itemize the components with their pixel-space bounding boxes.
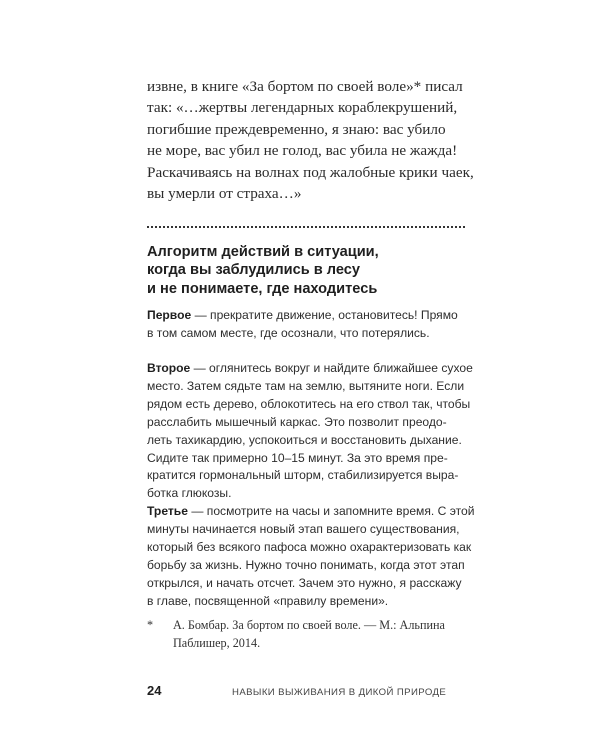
step-line: леть тахикардию, успокоиться и восстановить дыхание. (147, 432, 462, 447)
step-lead: Третье (147, 504, 188, 518)
step-text: — посмотрите на часы и запомните время. С этой (187, 504, 475, 518)
running-title: НАВЫКИ ВЫЖИВАНИЯ В ДИКОЙ ПРИРОДЕ (232, 687, 447, 698)
quote-line: так: «…жертвы легендарных кораблекрушений, (147, 99, 458, 117)
step-line: который без всякого пафоса можно охарактеризовать как (147, 539, 472, 554)
heading-line: когда вы заблудились в лесу (147, 262, 361, 279)
step-line (147, 360, 473, 378)
page-number: 24 (147, 683, 162, 698)
quote-line: вы умерли от страха…» (147, 185, 302, 203)
step-line (147, 307, 467, 325)
step-line (147, 503, 475, 521)
step-line: место. Затем сядьте там на землю, вытяните ноги. Если (147, 378, 465, 393)
quote-line: Раскачиваясь на волнах под жалобные крики чаек, (147, 163, 474, 181)
step-line: открылся, и начать отсчет. Зачем это нужно, я расскажу (147, 575, 462, 590)
step-text: — оглянитесь вокруг и найдите ближайшее сухое (190, 361, 473, 375)
quote-paragraph (147, 76, 474, 204)
heading-line: Алгоритм действий в ситуации, (147, 244, 379, 260)
footnote-text (173, 617, 467, 652)
section-heading (147, 243, 467, 298)
step-text: — прекратите движение, остановитесь! Прямо (191, 308, 458, 322)
step-third-paragraph (147, 503, 475, 610)
step-line: расслабить мышечный каркас. Это позволит преодо- (147, 414, 447, 429)
step-line: кратится гормональный шторм, стабилизируется выра- (147, 468, 459, 483)
footnote-line: А. Бомбар. За бортом по своей воле. — М.: Альпина (173, 618, 445, 632)
footnote-line: Паблишер, 2014. (173, 635, 261, 650)
quote-text (147, 76, 474, 204)
footnote-mark: * (147, 618, 154, 632)
footnote (147, 617, 467, 652)
page-footer (147, 683, 467, 698)
heading-line: и не понимаете, где находитесь (147, 280, 378, 297)
dotted-divider (147, 226, 465, 228)
step-lead: Первое (147, 308, 192, 322)
step-line: борьбу за жизнь. Нужно точно понимать, когда этот этап (147, 557, 465, 572)
step-second-paragraph (147, 360, 473, 503)
quote-line: не море, вас убил не голод, вас убила не жажда! (147, 142, 458, 160)
step-lead: Второе (147, 361, 191, 375)
step-line: в том самом месте, где осознали, что потерялись. (147, 325, 430, 340)
step-line: Сидите так примерно 10–15 минут. За это время пре- (147, 450, 448, 465)
step-line: рядом есть дерево, облокотитесь на его ствол так, чтобы (147, 396, 471, 411)
step-line: минуты начинается новый этап вашего существования, (147, 521, 460, 536)
step-line: в главе, посвященной «правилу времени». (147, 593, 389, 608)
step-line: ботка глюкозы. (147, 486, 232, 501)
quote-line: извне, в книге «За бортом по своей воле»* писал (147, 78, 463, 95)
step-first-paragraph (147, 307, 467, 343)
quote-line: погибшие преждевременно, я знаю: вас убило (147, 120, 446, 138)
